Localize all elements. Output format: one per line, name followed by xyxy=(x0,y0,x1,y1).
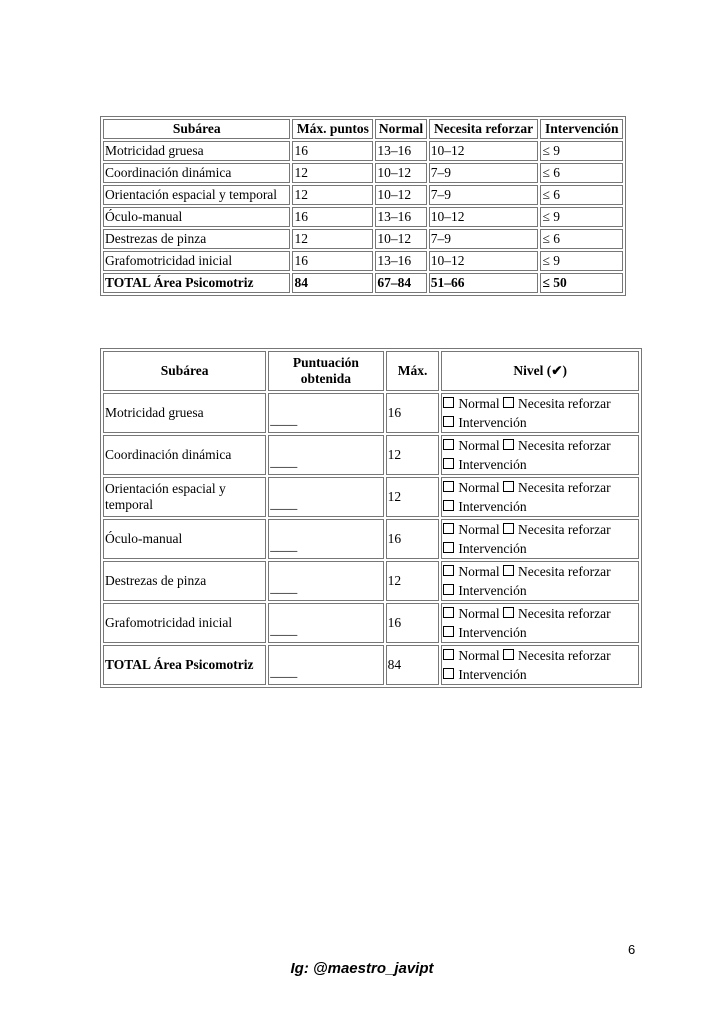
table-cell: 10–12 xyxy=(429,207,539,227)
table-row xyxy=(103,185,623,205)
table-row xyxy=(103,477,639,517)
table-cell: 7–9 xyxy=(429,163,539,183)
checkbox-icon[interactable] xyxy=(443,626,454,637)
table-cell: 7–9 xyxy=(429,185,539,205)
table-row xyxy=(103,163,623,183)
max-cell: 12 xyxy=(386,561,440,601)
checkbox-icon[interactable] xyxy=(443,668,454,679)
table-row xyxy=(103,229,623,249)
option-label: Intervención xyxy=(458,541,527,556)
table-cell: 84 xyxy=(292,273,373,293)
option-label: Necesita reforzar xyxy=(518,480,611,495)
checkbox-icon[interactable] xyxy=(443,500,454,511)
table-cell: 10–12 xyxy=(375,229,426,249)
score-table-header xyxy=(103,351,639,391)
subarea-cell: Coordinación dinámica xyxy=(103,435,266,475)
max-cell: 16 xyxy=(386,603,440,643)
table-cell: ≤ 6 xyxy=(540,229,623,249)
reference-table xyxy=(100,116,626,296)
score-table-body xyxy=(103,393,639,685)
table-cell: 16 xyxy=(292,251,373,271)
checkbox-icon[interactable] xyxy=(443,649,454,660)
table-row xyxy=(103,207,623,227)
subarea-cell: TOTAL Área Psicomotriz xyxy=(103,645,266,685)
page-number: 6 xyxy=(628,942,636,957)
score-cell[interactable] xyxy=(268,645,383,685)
table-row xyxy=(103,435,639,475)
table-cell: 10–12 xyxy=(429,251,539,271)
table-cell: 12 xyxy=(292,185,373,205)
nivel-cell xyxy=(441,477,639,517)
subarea-cell: Destrezas de pinza xyxy=(103,561,266,601)
table-cell: ≤ 9 xyxy=(540,251,623,271)
score-cell[interactable] xyxy=(268,393,383,433)
checkbox-icon[interactable] xyxy=(443,481,454,492)
max-cell: 12 xyxy=(386,477,440,517)
header-cell: Subárea xyxy=(103,119,290,139)
checkbox-icon[interactable] xyxy=(503,397,514,408)
option-label: Normal xyxy=(458,396,500,411)
table-cell: 10–12 xyxy=(375,185,426,205)
table-cell: 7–9 xyxy=(429,229,539,249)
option-label: Necesita reforzar xyxy=(518,522,611,537)
table-cell: ≤ 9 xyxy=(540,141,623,161)
nivel-cell xyxy=(441,645,639,685)
max-cell: 84 xyxy=(386,645,440,685)
option-label: Normal xyxy=(458,606,500,621)
nivel-cell xyxy=(441,519,639,559)
option-label: Intervención xyxy=(458,583,527,598)
table-row xyxy=(103,645,639,685)
option-label: Necesita reforzar xyxy=(518,564,611,579)
subarea-cell: Grafomotricidad inicial xyxy=(103,603,266,643)
checkbox-icon[interactable] xyxy=(443,416,454,427)
table-cell: 12 xyxy=(292,229,373,249)
reference-table-body xyxy=(103,141,623,293)
max-cell: 12 xyxy=(386,435,440,475)
checkbox-icon[interactable] xyxy=(443,542,454,553)
checkbox-icon[interactable] xyxy=(443,584,454,595)
header-cell: Subárea xyxy=(103,351,266,391)
header-cell: Nivel (✔) xyxy=(441,351,639,391)
table-cell: 16 xyxy=(292,141,373,161)
score-cell[interactable] xyxy=(268,561,383,601)
score-cell[interactable] xyxy=(268,477,383,517)
table-cell: Grafomotricidad inicial xyxy=(103,251,290,271)
table-cell: 13–16 xyxy=(375,141,426,161)
checkbox-icon[interactable] xyxy=(443,607,454,618)
table-cell: ≤ 9 xyxy=(540,207,623,227)
nivel-cell xyxy=(441,561,639,601)
max-cell: 16 xyxy=(386,393,440,433)
reference-table-header xyxy=(103,119,623,139)
option-label: Intervención xyxy=(458,667,527,682)
table-row xyxy=(103,561,639,601)
checkbox-icon[interactable] xyxy=(503,439,514,450)
checkbox-icon[interactable] xyxy=(443,523,454,534)
checkbox-icon[interactable] xyxy=(503,565,514,576)
table-cell: ≤ 6 xyxy=(540,185,623,205)
score-table xyxy=(100,348,642,688)
nivel-cell xyxy=(441,603,639,643)
score-blank[interactable]: ____ xyxy=(270,538,298,553)
table-cell: 12 xyxy=(292,163,373,183)
subarea-cell: Óculo-manual xyxy=(103,519,266,559)
table-cell: ≤ 50 xyxy=(540,273,623,293)
table-row xyxy=(103,393,639,433)
header-cell: Máx. xyxy=(386,351,440,391)
score-blank[interactable]: ____ xyxy=(270,412,298,427)
checkbox-icon[interactable] xyxy=(503,481,514,492)
score-blank[interactable]: ____ xyxy=(270,454,298,469)
checkbox-icon[interactable] xyxy=(503,649,514,660)
option-label: Intervención xyxy=(458,415,527,430)
option-label: Necesita reforzar xyxy=(518,648,611,663)
option-label: Normal xyxy=(458,648,500,663)
table-row xyxy=(103,251,623,271)
subarea-cell: Orientación espacial y temporal xyxy=(103,477,266,517)
table-row xyxy=(103,519,639,559)
table-row xyxy=(103,141,623,161)
footer-credit: Ig: @maestro_javipt xyxy=(290,960,434,977)
table-cell: Coordinación dinámica xyxy=(103,163,290,183)
checkbox-icon[interactable] xyxy=(503,607,514,618)
option-label: Intervención xyxy=(458,499,527,514)
checkbox-icon[interactable] xyxy=(443,565,454,576)
option-label: Normal xyxy=(458,480,500,495)
table-cell: Motricidad gruesa xyxy=(103,141,290,161)
table-cell: 16 xyxy=(292,207,373,227)
option-label: Intervención xyxy=(458,457,527,472)
option-label: Normal xyxy=(458,438,500,453)
table-cell: 13–16 xyxy=(375,207,426,227)
score-blank[interactable]: ____ xyxy=(270,622,298,637)
score-cell[interactable] xyxy=(268,519,383,559)
table-cell: 13–16 xyxy=(375,251,426,271)
option-label: Necesita reforzar xyxy=(518,606,611,621)
subarea-cell: Motricidad gruesa xyxy=(103,393,266,433)
table-cell: Óculo-manual xyxy=(103,207,290,227)
score-blank[interactable]: ____ xyxy=(270,496,298,511)
header-cell: Máx. puntos xyxy=(292,119,373,139)
table-row xyxy=(103,273,623,293)
table-cell: Orientación espacial y temporal xyxy=(103,185,290,205)
table-cell: TOTAL Área Psicomotriz xyxy=(103,273,290,293)
option-label: Normal xyxy=(458,522,500,537)
option-label: Normal xyxy=(458,564,500,579)
checkbox-icon[interactable] xyxy=(443,397,454,408)
score-cell[interactable] xyxy=(268,435,383,475)
header-cell: Intervención xyxy=(540,119,623,139)
checkbox-icon[interactable] xyxy=(443,439,454,450)
header-cell: Normal xyxy=(375,119,426,139)
option-label: Necesita reforzar xyxy=(518,396,611,411)
table-cell: 67–84 xyxy=(375,273,426,293)
table-cell: 51–66 xyxy=(429,273,539,293)
table-cell: ≤ 6 xyxy=(540,163,623,183)
score-blank[interactable]: ____ xyxy=(270,580,298,595)
table-cell: Destrezas de pinza xyxy=(103,229,290,249)
nivel-cell xyxy=(441,435,639,475)
checkbox-icon[interactable] xyxy=(443,458,454,469)
max-cell: 16 xyxy=(386,519,440,559)
option-label: Necesita reforzar xyxy=(518,438,611,453)
option-label: Intervención xyxy=(458,625,527,640)
checkbox-icon[interactable] xyxy=(503,523,514,534)
nivel-cell xyxy=(441,393,639,433)
score-blank[interactable]: ____ xyxy=(270,664,298,679)
score-cell[interactable] xyxy=(268,603,383,643)
table-cell: 10–12 xyxy=(429,141,539,161)
header-cell: Necesita reforzar xyxy=(429,119,539,139)
table-row xyxy=(103,603,639,643)
header-cell: Puntuación obtenida xyxy=(268,351,383,391)
table-cell: 10–12 xyxy=(375,163,426,183)
